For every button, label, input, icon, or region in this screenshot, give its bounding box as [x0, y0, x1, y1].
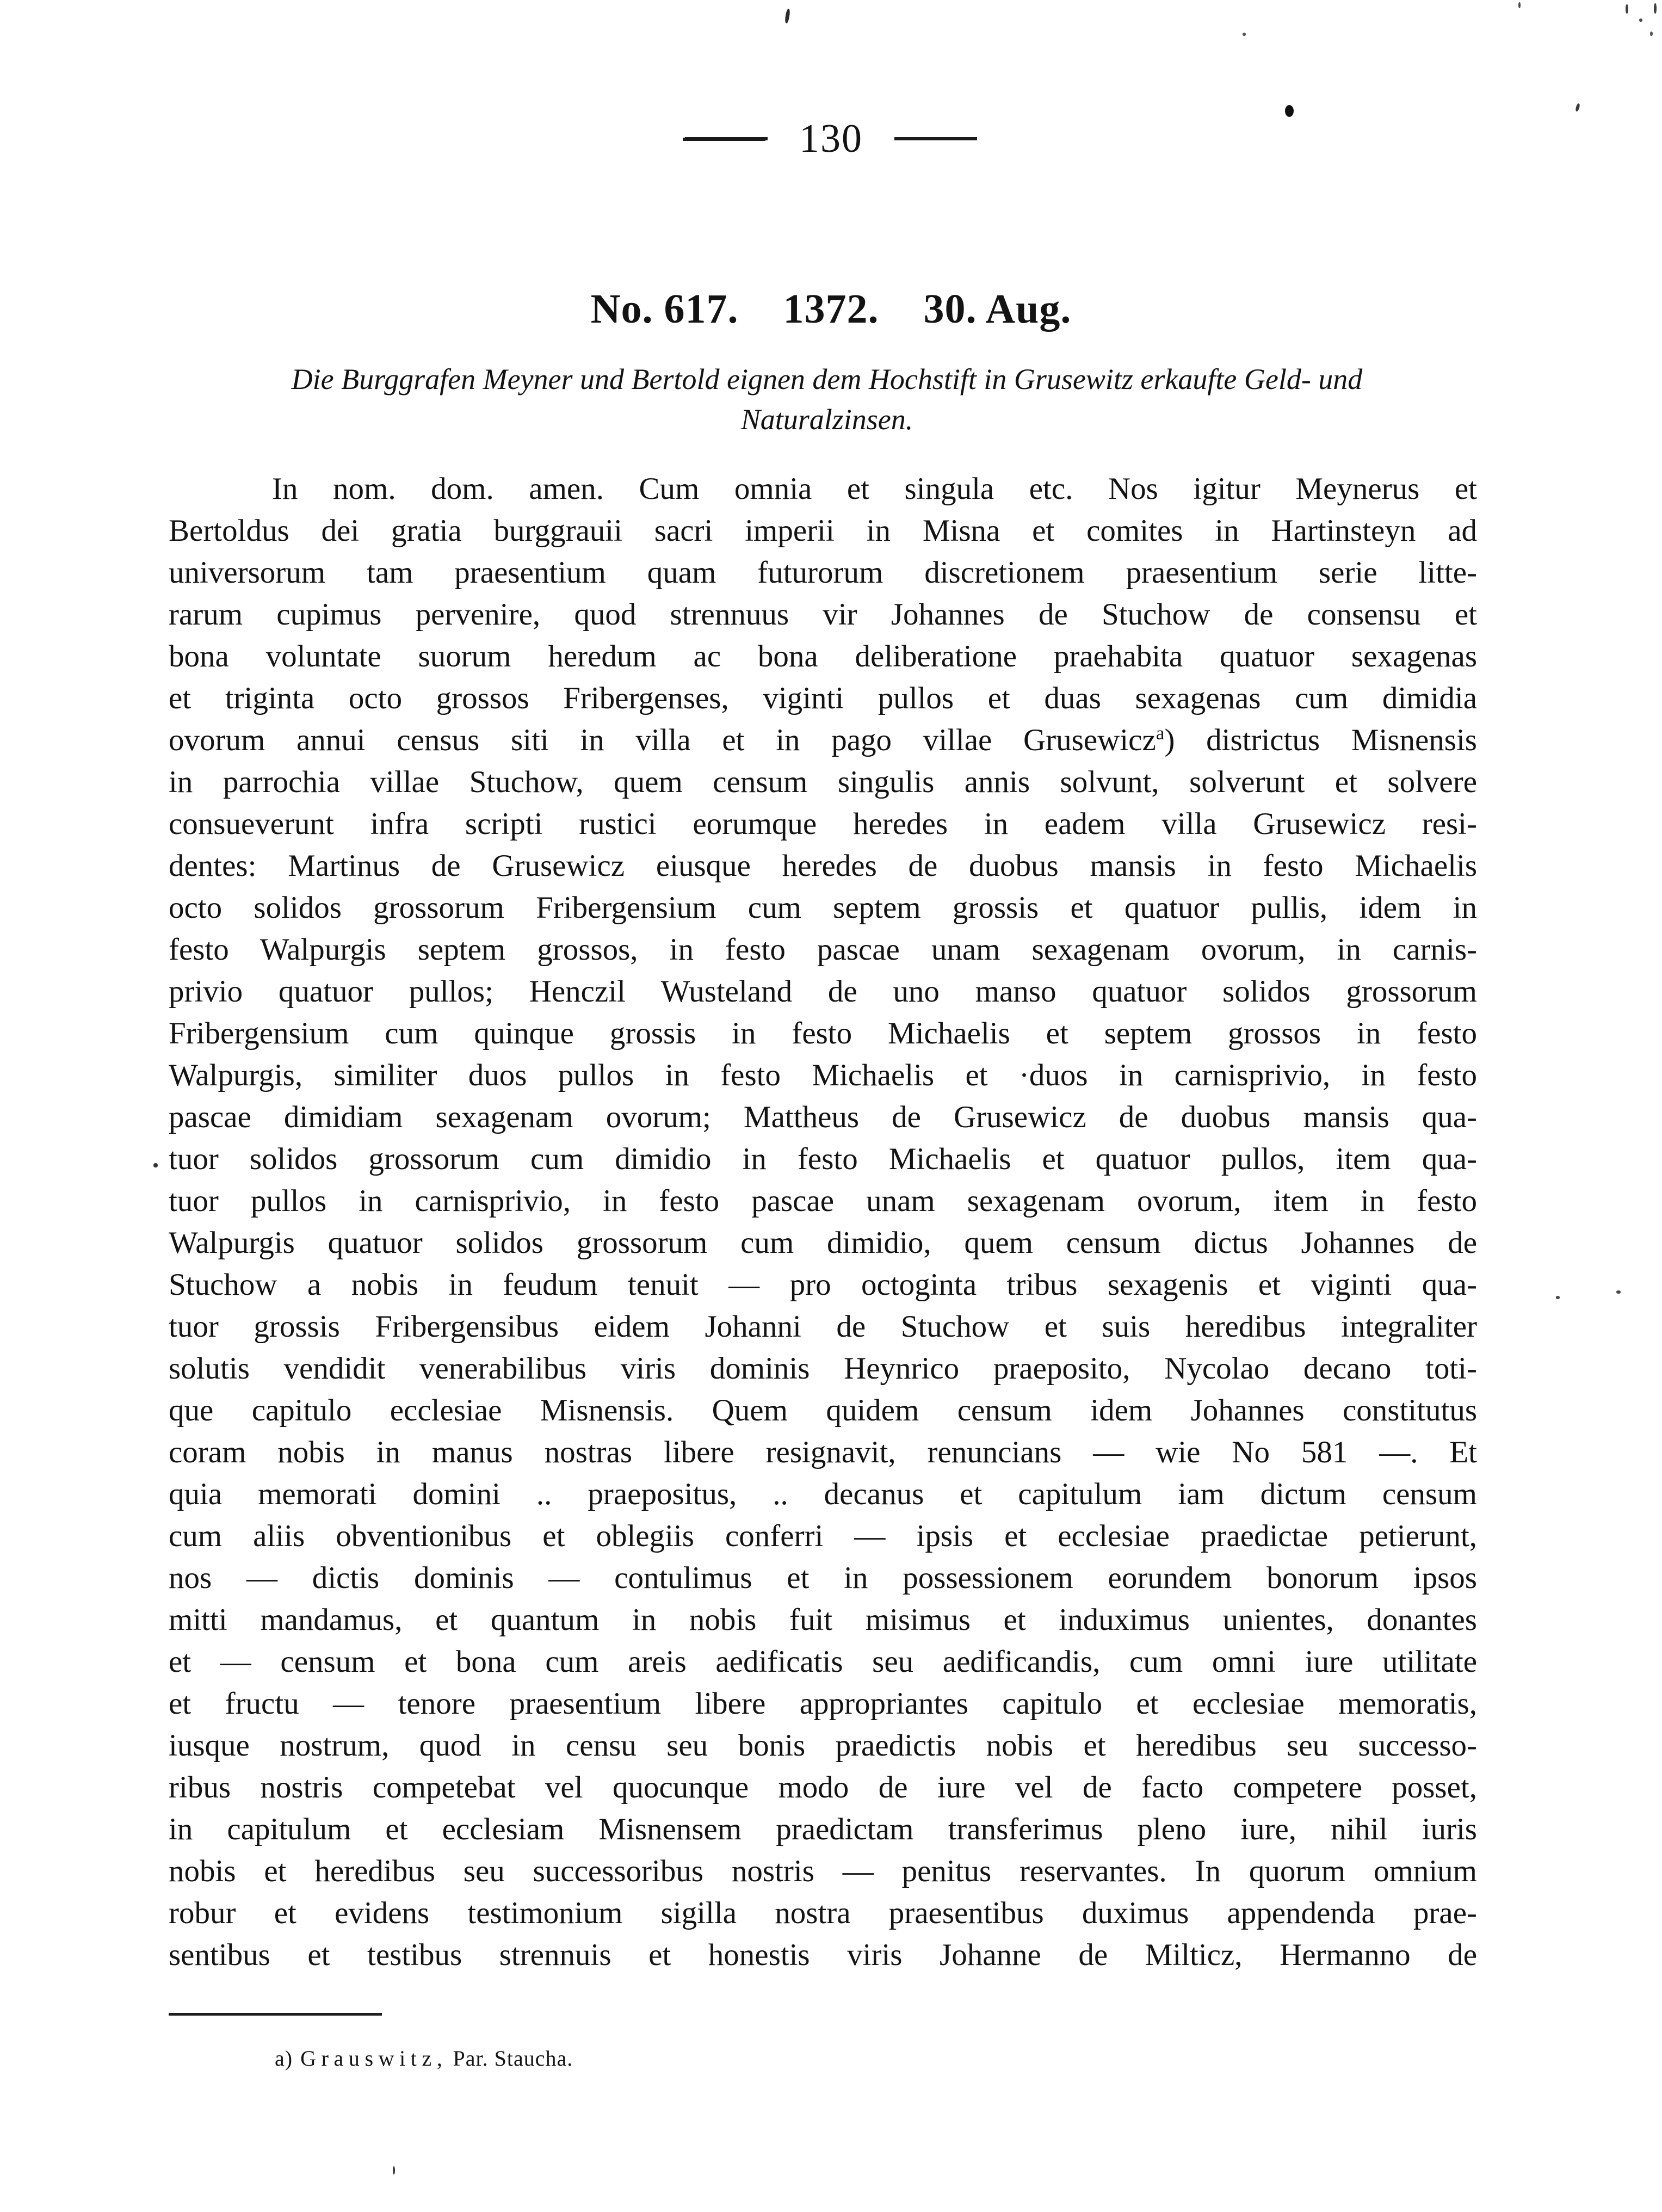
header-rule-right	[894, 137, 977, 140]
body-line: Walpurgis quatuor solidos grossorum cum dimidio, quem censum dictus Johannes de	[169, 1226, 1477, 1260]
body-line: mitti mandamus, et quantum in nobis fuit misimus et induximus unientes, donantes	[169, 1603, 1477, 1637]
regest-line: Naturalzinsen.	[740, 403, 913, 436]
body-line: octo solidos grossorum Fribergensium cum septem grossis et quatuor pullis, idem in	[169, 891, 1477, 925]
body-line: et fructu — tenore praesentium libere appropriantes capitulo et ecclesiae memoratis,	[169, 1686, 1477, 1721]
scan-speck	[1654, 3, 1657, 14]
scan-speck	[1243, 33, 1246, 36]
scan-speck	[1639, 18, 1642, 22]
body-line: ribus nostris competebat vel quocunque modo de iure vel de facto competere posset,	[169, 1770, 1477, 1805]
body-line: que capitulo ecclesiae Misnensis. Quem quidem censum idem Johannes constitutus	[169, 1393, 1477, 1428]
body-line: festo Walpurgis septem grossos, in festo pascae unam sexagenam ovorum, in carnis-	[169, 932, 1477, 967]
scan-speck	[1650, 32, 1653, 36]
body-line: quia memorati domini .. praepositus, .. decanus et capitulum iam dictum censum	[169, 1477, 1477, 1511]
body-line: et — censum et bona cum areis aedificatis seu aedificandis, cum omni iure utilitate	[169, 1645, 1477, 1679]
scan-speck	[1285, 105, 1294, 117]
scan-speck	[1616, 1290, 1621, 1294]
body-text-block	[169, 468, 1477, 1976]
body-line: in capitulum et ecclesiam Misnensem praedictam transferimus pleno iure, nihil iuris	[169, 1812, 1477, 1846]
body-line: iusque nostrum, quod in censu seu bonis praedictis nobis et heredibus seu successo-	[169, 1728, 1477, 1763]
body-line: nos — dictis dominis — contulimus et in possessionem eorundem bonorum ipsos	[169, 1561, 1477, 1595]
footnote-rule	[169, 2013, 382, 2016]
scan-speck	[1626, 4, 1628, 14]
regest	[177, 359, 1477, 440]
body-line: dentes: Martinus de Grusewicz eiusque heredes de duobus mansis in festo Michaelis	[169, 849, 1477, 883]
scan-speck	[393, 2166, 395, 2174]
regest-line: Die Burggrafen Meyner und Bertold eignen dem Hochstift in Grusewitz erkaufte Geld- und	[291, 363, 1363, 396]
header-rule-left	[685, 137, 768, 140]
footnote-rest: Par. Staucha.	[453, 2046, 573, 2071]
body-line: Stuchow a nobis in feudum tenuit — pro octoginta tribus sexagenis et viginti qua-	[169, 1268, 1477, 1302]
page-number: 130	[799, 116, 863, 161]
body-line: cum aliis obventionibus et oblegiis conferri — ipsis et ecclesiae praedictae petierunt,	[169, 1519, 1477, 1553]
body-line: universorum tam praesentium quam futurorum discretionem praesentium serie litte-	[169, 555, 1477, 590]
body-line: robur et evidens testimonium sigilla nostra praesentibus duximus appendenda prae-	[169, 1896, 1477, 1930]
charter-date: 30. Aug.	[923, 286, 1072, 332]
body-line: rarum cupimus pervenire, quod strennuus vir Johannes de Stuchow de consensu et	[169, 597, 1477, 632]
body-line: consueverunt infra scripti rustici eorumque heredes in eadem villa Grusewicz resi-	[169, 807, 1477, 841]
charter-number: No. 617.	[590, 286, 739, 332]
body-line: pascae dimidiam sexagenam ovorum; Mattheus de Grusewicz de duobus mansis qua-	[169, 1100, 1477, 1134]
body-line: solutis vendidit venerabilibus viris dominis Heynrico praeposito, Nycolao decano toti-	[169, 1351, 1477, 1386]
footnote-term: Grauswitz,	[300, 2046, 448, 2071]
scan-speck	[1575, 103, 1580, 112]
scan-speck	[153, 1163, 158, 1167]
body-line: coram nobis in manus nostras libere resignavit, renuncians — wie No 581 —. Et	[169, 1435, 1477, 1469]
scan-speck	[784, 9, 790, 24]
body-line: sentibus et testibus strennuis et honestis viris Johanne de Milticz, Hermanno de	[169, 1938, 1477, 1972]
footnote	[275, 2044, 573, 2073]
running-head	[0, 116, 1662, 161]
body-line: privio quatuor pullos; Henczil Wusteland de uno manso quatuor solidos grossorum	[169, 974, 1477, 1009]
footnote-ref-a: a	[1156, 722, 1165, 744]
body-line: Walpurgis, similiter duos pullos in festo Michaelis et ·duos in carnisprivio, in festo	[169, 1058, 1477, 1092]
scan-speck	[1556, 1296, 1560, 1299]
body-line: nobis et heredibus seu successoribus nostris — penitus reservantes. In quorum omnium	[169, 1854, 1477, 1888]
body-line: et triginta octo grossos Fribergenses, viginti pullos et duas sexagenas cum dimidia	[169, 681, 1477, 715]
body-line: Fribergensium cum quinque grossis in festo Michaelis et septem grossos in festo	[169, 1016, 1477, 1051]
body-line: tuor solidos grossorum cum dimidio in festo Michaelis et quatuor pullos, item qua-	[169, 1142, 1477, 1176]
footnote-marker: a)	[275, 2046, 293, 2071]
charter-heading	[0, 283, 1662, 335]
body-line: tuor pullos in carnisprivio, in festo pascae unam sexagenam ovorum, item in festo	[169, 1184, 1477, 1218]
body-line: ovorum annui census siti in villa et in pago villae Grusewicz$^a$) districtus Misnensis	[169, 722, 1477, 757]
charter-year: 1372.	[783, 286, 879, 332]
body-line: Bertoldus dei gratia burggrauii sacri imperii in Misna et comites in Hartinsteyn ad	[169, 514, 1477, 548]
body-line: In nom. dom. amen. Cum omnia et singula etc. Nos igitur Meynerus et	[272, 472, 1477, 506]
body-line: bona voluntate suorum heredum ac bona deliberatione praehabita quatuor sexagenas	[169, 639, 1477, 674]
body-line: tuor grossis Fribergensibus eidem Johanni de Stuchow et suis heredibus integraliter	[169, 1309, 1477, 1344]
body-line: in parrochia villae Stuchow, quem censum singulis annis solvunt, solverunt et solvere	[169, 765, 1477, 799]
scan-speck	[1518, 2, 1521, 8]
